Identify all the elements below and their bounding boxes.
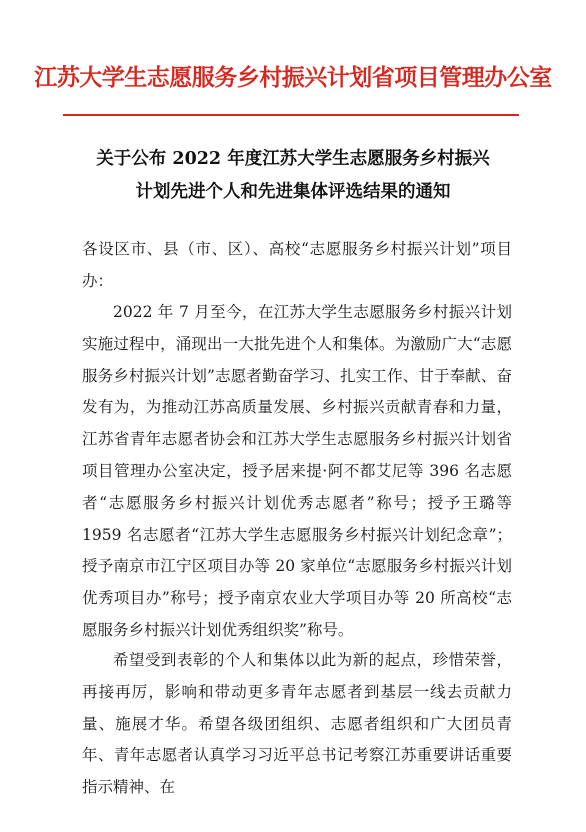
notice-paragraph-2: 希望受到表彰的个人和集体以此为新的起点，珍惜荣誉，再接再厉，影响和带动更多青年志愿者到基层一线去贡献力量、施展才华。希望各级团组织、志愿者组织和广大团员青年、青年志愿者认真学习习近平总书记考察江苏重要讲话重要指示精神、在 [82,651,512,797]
notice-addressee: 各设区市、县（市、区）、高校“志愿服务乡村振兴计划”项目办： [82,240,512,290]
notice-paragraph-1: 2022 年 7 月至今，在江苏大学生志愿服务乡村振兴计划实施过程中，涌现出一大批先进个人和集体。为激励广大“志愿服务乡村振兴计划”志愿者勤奋学习、扎实工作、甘于奉献、奋发有为，为推动江苏高质量发展、乡村振兴贡献青春和力量，江苏省青年志愿者协会和江苏大学生志愿服务乡村振兴计划省项目管理办公室决定，授予居来提·阿不都艾尼等 396 名志愿者“志愿服务乡村振兴计划优秀志愿者”称号；授予王璐等 1959 名志愿者“江苏大学生志愿服务乡村振兴计划纪念章”；授予南京市江宁区项目办等 20 家单位“志愿服务乡村振兴计划优秀项目办”称号；授予南京农业大学项目办等 20 所高校“志愿服务乡村振兴计划优秀组织奖”称号。 [82,303,512,639]
letterhead-title: 江苏大学生志愿服务乡村振兴计划省项目管理办公室 [34,65,552,91]
notice-title-line-2: 计划先进个人和先进集体评选结果的通知 [135,182,451,202]
notice-title-line-1: 关于公布 2022 年度江苏大学生志愿服务乡村振兴 [96,149,490,169]
letterhead-red-rule [63,114,519,116]
